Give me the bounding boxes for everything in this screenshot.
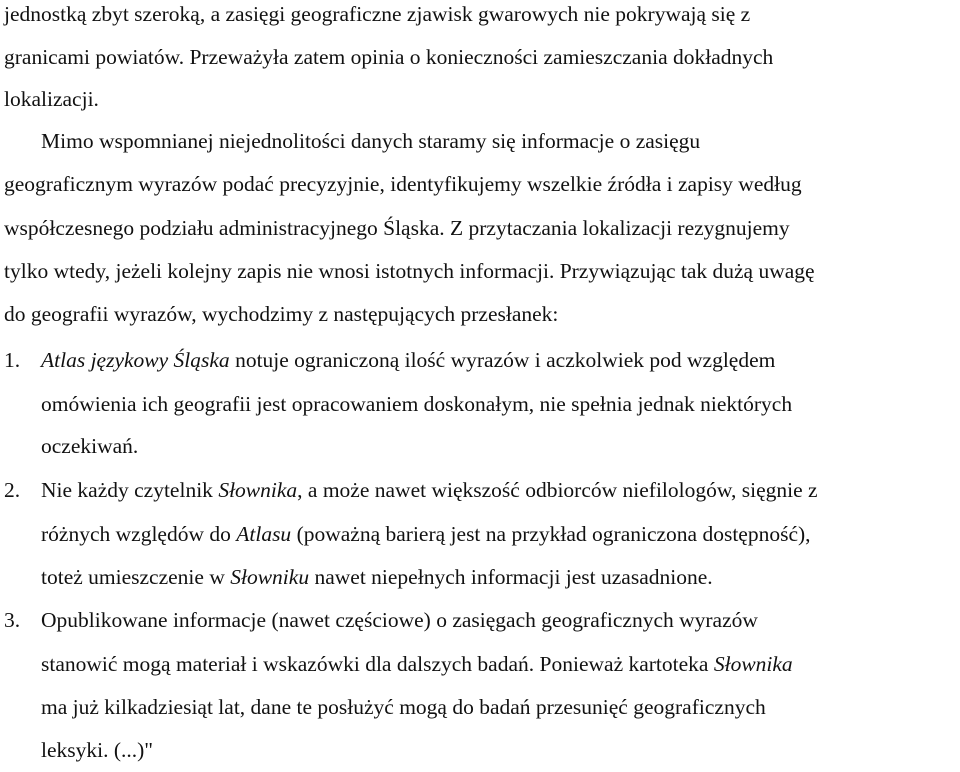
text-span: notuje ograniczoną ilość wyrazów i aczkolwiek pod względem xyxy=(229,348,776,372)
paragraph-line: współczesnego podziału administracyjnego Śląska. Z przytaczania lokalizacji rezygnujemy xyxy=(4,216,790,240)
list-item-line: ma już kilkadziesiąt lat, dane te posłużyć mogą do badań przesunięć geograficznych xyxy=(41,695,766,719)
list-item-line: Opublikowane informacje (nawet częściowe) o zasięgach geograficznych wyrazów xyxy=(41,608,758,632)
paragraph-line: tylko wtedy, jeżeli kolejny zapis nie wnosi istotnych informacji. Przywiązując tak dużą uwagę xyxy=(4,259,815,283)
paragraph-line: granicami powiatów. Przeważyła zatem opinia o konieczności zamieszczania dokładnych xyxy=(4,45,774,69)
italic-title: Atlasu xyxy=(236,522,292,546)
list-item-line xyxy=(41,469,818,512)
paragraph-line: lokalizacji. xyxy=(4,87,99,111)
text-span: (poważną barierą jest na przykład ograniczona dostępność), xyxy=(291,522,811,546)
text-span: stanowić mogą materiał i wskazówki dla dalszych badań. Ponieważ kartoteka xyxy=(41,652,714,676)
paragraph-line: do geografii wyrazów, wychodzimy z następujących przesłanek: xyxy=(4,302,559,326)
list-item-line: oczekiwań. xyxy=(41,434,139,458)
list-item-number: 3. xyxy=(4,608,21,632)
italic-title: Słownika xyxy=(713,652,793,676)
list-item-line: omówienia ich geografii jest opracowaniem doskonałym, nie spełnia jednak niektórych xyxy=(41,392,793,416)
list-item-number: 1. xyxy=(4,348,21,372)
text-span: Nie każdy czytelnik xyxy=(41,478,219,502)
list-item-number: 2. xyxy=(4,478,21,502)
list-item-line xyxy=(41,513,811,556)
list-item-line xyxy=(41,643,793,686)
text-span: nawet niepełnych informacji jest uzasadnione. xyxy=(309,565,713,589)
list-item-line xyxy=(41,339,775,382)
paragraph-line: Mimo wspomnianej niejednolitości danych staramy się informacje o zasięgu xyxy=(41,129,701,153)
italic-title: Atlas językowy Śląska xyxy=(41,348,230,372)
italic-title: Słowniku xyxy=(230,565,310,589)
paragraph-line: geograficznym wyrazów podać precyzyjnie, identyfikujemy wszelkie źródła i zapisy według xyxy=(4,172,802,196)
list-item-line xyxy=(41,556,713,599)
list-item-line: leksyki. (...)" xyxy=(41,738,154,762)
paragraph-line: jednostką zbyt szeroką, a zasięgi geograficzne zjawisk gwarowych nie pokrywają się z xyxy=(4,2,751,26)
italic-title: Słownika xyxy=(218,478,298,502)
text-span: różnych względów do xyxy=(41,522,237,546)
text-span: toteż umieszczenie w xyxy=(41,565,231,589)
text-span: , a może nawet większość odbiorców niefilologów, sięgnie z xyxy=(297,478,818,502)
